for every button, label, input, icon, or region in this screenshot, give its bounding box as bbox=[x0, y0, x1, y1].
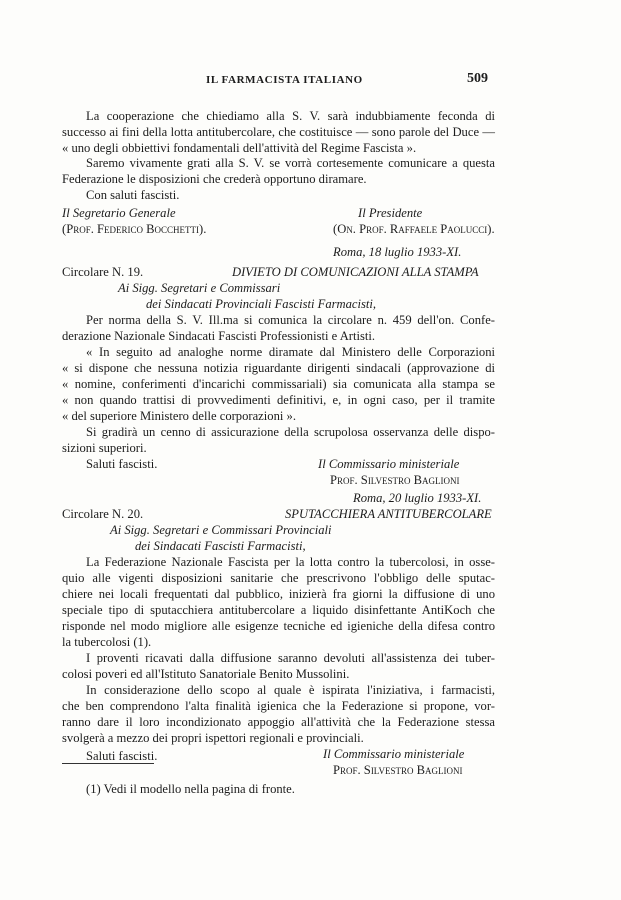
circular-19-addressee-2: dei Sindacati Provinciali Fascisti Farmacisti, bbox=[146, 297, 377, 311]
intro-signature-right-name: (On. Prof. Raffaele Paolucci). bbox=[333, 222, 495, 236]
circular-20-signature-role: Il Commissario ministeriale bbox=[323, 747, 465, 761]
circular-19-line-7: « del superiore Ministero delle corporazioni ». bbox=[62, 409, 296, 423]
intro-line-2: successo ai fini della lotta antitubercolare, che costituisce — sono parole del Duce — bbox=[62, 125, 495, 139]
circular-20-line-1: La Federazione Nazionale Fascista per la lotta contro la tubercolosi, in osse- bbox=[86, 555, 495, 569]
circular-20-line-2: quio alle vigenti disposizioni sanitarie che prescrivono l'obbligo delle sputac- bbox=[62, 571, 495, 585]
intro-date: Roma, 18 luglio 1933-XI. bbox=[333, 245, 462, 259]
intro-line-3: « uno degli obbiettivi fondamentali dell'attività del Regime Fascista ». bbox=[62, 141, 417, 155]
intro-signature-right-role: Il Presidente bbox=[358, 206, 423, 220]
circular-19-line-6: « non quando trattisi di provvedimenti definitivi, e, in ogni caso, per il tramite bbox=[62, 393, 495, 407]
intro-line-5: Federazione le disposizioni che crederà opportuno diramare. bbox=[62, 172, 367, 186]
circular-19-line-9: sizioni superiori. bbox=[62, 441, 147, 455]
circular-19-title: DIVIETO DI COMUNICAZIONI ALLA STAMPA bbox=[232, 265, 479, 279]
circular-19-line-1: Per norma della S. V. Ill.ma si comunica la circolare n. 459 dell'on. Confe- bbox=[86, 313, 495, 327]
circular-20-title: SPUTACCHIERA ANTITUBERCOLARE bbox=[285, 507, 492, 521]
intro-signature-left-name: (Prof. Federico Bocchetti). bbox=[62, 222, 207, 236]
intro-signature-left-role: Il Segretario Generale bbox=[62, 206, 176, 220]
circular-20-label: Circolare N. 20. bbox=[62, 507, 144, 521]
circular-20-line-4: speciale tipo di sputacchiera antitubercolare a liquido disinfettante AntiKoch che bbox=[62, 603, 495, 617]
circular-19-line-3: « In seguito ad analoghe norme diramate dal Ministero delle Corporazioni bbox=[86, 345, 495, 359]
circular-20-closing: Saluti fascisti. bbox=[86, 749, 158, 763]
circular-19-addressee-1: Ai Sigg. Segretari e Commissari bbox=[118, 281, 281, 295]
circular-20-line-12: svolgerà a mezzo dei propri ispettori regionali e provinciali. bbox=[62, 731, 364, 745]
circular-19-line-4: « si dispone che nessuna notizia riguardante dirigenti sindacali (approvazione di bbox=[62, 361, 495, 375]
circular-19-label: Circolare N. 19. bbox=[62, 265, 144, 279]
circular-19-closing: Saluti fascisti. bbox=[86, 457, 158, 471]
intro-line-4: Saremo vivamente grati alla S. V. se vorrà cortesemente comunicare a questa bbox=[86, 156, 495, 170]
intro-closing: Con saluti fascisti. bbox=[86, 188, 180, 202]
running-header: IL FARMACISTA ITALIANO bbox=[206, 74, 363, 86]
intro-line-1: La cooperazione che chiediamo alla S. V. sarà indubbiamente feconda di bbox=[86, 109, 495, 123]
circular-20-addressee-1: Ai Sigg. Segretari e Commissari Provinciali bbox=[110, 523, 332, 537]
circular-20-line-11: ranno dare il loro incondizionato appoggio all'attività che la Federazione stessa bbox=[62, 715, 495, 729]
circular-20-line-5: risponde nel modo migliore alle esigenze tecniche ed igieniche della difesa contro bbox=[62, 619, 495, 633]
circular-20-line-7: I proventi ricavati dalla diffusione saranno devoluti all'assistenza dei tuber- bbox=[86, 651, 495, 665]
footnote: (1) Vedi il modello nella pagina di fronte. bbox=[86, 782, 295, 796]
circular-19-line-2: derazione Nazionale Sindacati Fascisti Professionisti e Artisti. bbox=[62, 329, 376, 343]
circular-19-line-8: Si gradirà un cenno di assicurazione della scrupolosa osservanza delle dispo- bbox=[86, 425, 495, 439]
circular-19-line-5: « nomine, conferimenti d'incarichi commissariali) sia comunicata alla stampa se bbox=[62, 377, 495, 391]
circular-20-signature-name: Prof. Silvestro Baglioni bbox=[333, 763, 463, 777]
circular-20-line-3: chiere nei locali frequentati dal pubblico, inizierà fra giorni la diffusione di uno bbox=[62, 587, 495, 601]
circular-20-line-8: colosi poveri ed all'Istituto Sanatoriale Benito Mussolini. bbox=[62, 667, 350, 681]
circular-19-signature-role: Il Commissario ministeriale bbox=[318, 457, 460, 471]
circular-19-date: Roma, 20 luglio 1933-XI. bbox=[353, 491, 482, 505]
page-number: 509 bbox=[467, 71, 488, 86]
footnote-divider bbox=[62, 763, 154, 764]
circular-20-line-10: che ben comprendono l'alta finalità igienica che la Federazione si propone, vor- bbox=[62, 699, 495, 713]
circular-19-signature-name: Prof. Silvestro Baglioni bbox=[330, 473, 460, 487]
circular-20-line-6: la tubercolosi (1). bbox=[62, 635, 152, 649]
circular-20-addressee-2: dei Sindacati Fascisti Farmacisti, bbox=[135, 539, 306, 553]
circular-20-line-9: In considerazione dello scopo al quale è ispirata l'iniziativa, i farmacisti, bbox=[86, 683, 495, 697]
